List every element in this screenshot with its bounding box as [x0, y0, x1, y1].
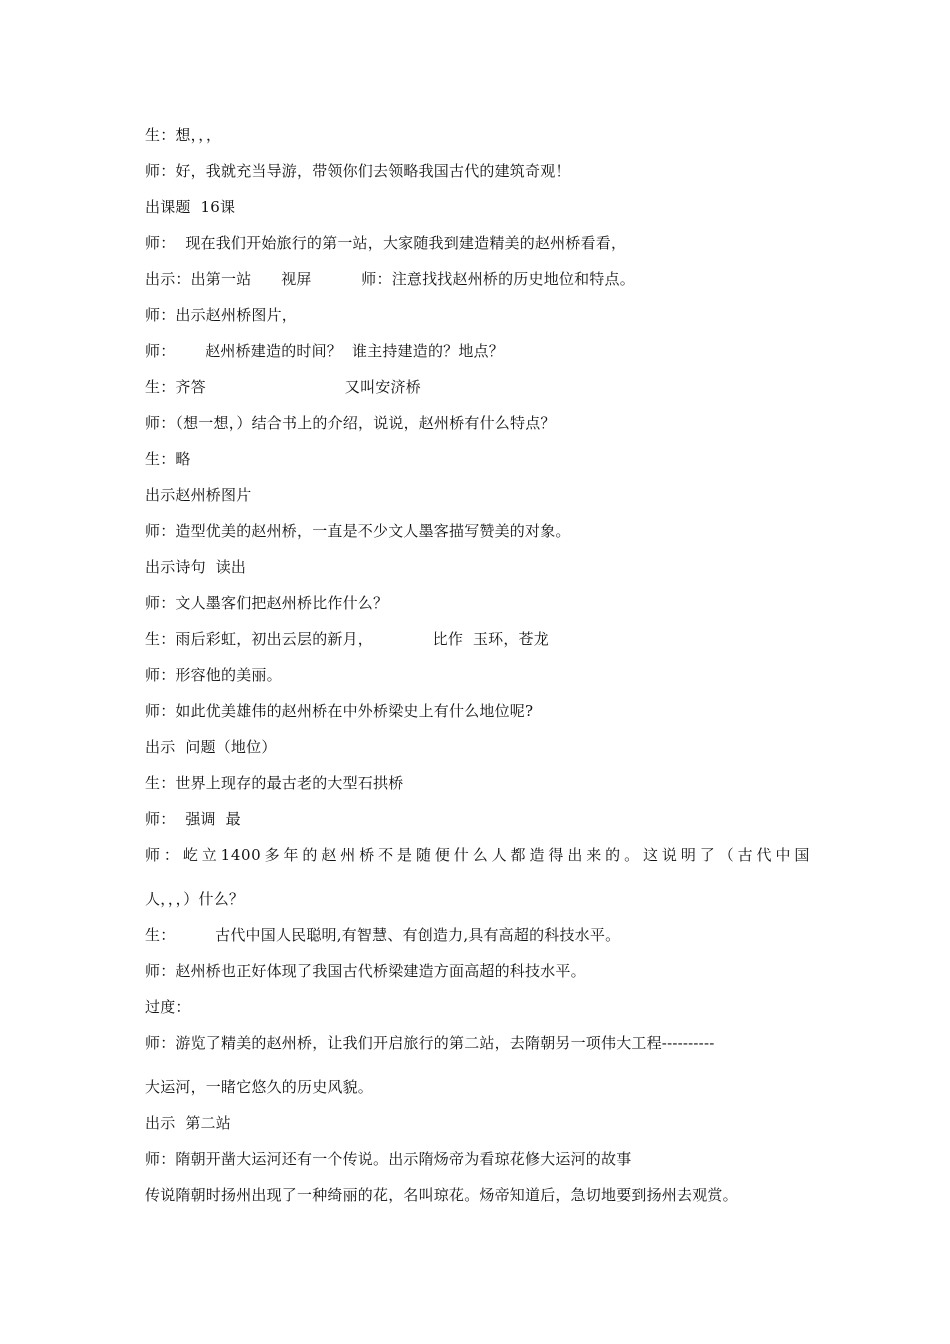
text-line-5: 出示：出第一站 视屏 师：注意找找赵州桥的历史地位和特点。	[145, 270, 635, 288]
text-line-3: 出课题 16课	[145, 198, 236, 216]
text-line-15: 生：雨后彩虹，初出云层的新月， 比作 玉环，苍龙	[145, 630, 549, 648]
text-line-9: 师：（想一想，）结合书上的介绍，说说，赵州桥有什么特点？	[145, 414, 556, 432]
text-line-20: 师： 强调 最	[145, 810, 241, 828]
text-line-28: 出示 第二站	[145, 1114, 231, 1132]
text-line-27: 大运河，一睹它悠久的历史风貌。	[145, 1078, 374, 1096]
text-line-23: 生： 古代中国人民聪明,有智慧、有创造力,具有高超的科技水平。	[145, 926, 621, 944]
text-line-8: 生：齐答 又叫安济桥	[145, 378, 421, 396]
text-line-4: 师： 现在我们开始旅行的第一站，大家随我到建造精美的赵州桥看看，	[145, 234, 627, 252]
text-line-1: 生：想，，，	[145, 126, 222, 144]
text-line-12: 师：造型优美的赵州桥，一直是不少文人墨客描写赞美的对象。	[145, 522, 571, 540]
text-line-10: 生：略	[145, 450, 191, 468]
text-line-2: 师：好，我就充当导游，带领你们去领略我国古代的建筑奇观！	[145, 162, 571, 180]
text-line-17: 师：如此优美雄伟的赵州桥在中外桥梁史上有什么地位呢?	[145, 702, 534, 720]
document-body	[145, 125, 810, 1221]
text-line-11: 出示赵州桥图片	[145, 486, 252, 504]
text-line-13: 出示诗句 读出	[145, 558, 247, 576]
text-line-18: 出示 问题（地位）	[145, 738, 277, 756]
text-line-26: 师：游览了精美的赵州桥，让我们开启旅行的第二站，去隋朝另一项伟大工程----------	[145, 1034, 715, 1052]
text-line-24: 师：赵州桥也正好体现了我国古代桥梁建造方面高超的科技水平。	[145, 962, 586, 980]
text-line-21: 师：屹立1400多年的赵州桥不是随便什么人都造得出来的。这说明了（古代中国	[145, 846, 810, 864]
text-line-7: 师： 赵州桥建造的时间？ 谁主持建造的？地点？	[145, 342, 504, 360]
text-line-22: 人，，，）什么？	[145, 890, 245, 908]
text-line-29: 师：隋朝开凿大运河还有一个传说。出示隋炀帝为看琼花修大运河的故事	[145, 1150, 632, 1168]
text-line-14: 师：文人墨客们把赵州桥比作什么？	[145, 594, 389, 612]
text-line-19: 生：世界上现存的最古老的大型石拱桥	[145, 774, 404, 792]
text-line-6: 师：出示赵州桥图片，	[145, 306, 298, 324]
text-line-16: 师：形容他的美丽。	[145, 666, 282, 684]
text-line-25: 过度：	[145, 998, 191, 1016]
text-line-30: 传说隋朝时扬州出现了一种绮丽的花，名叫琼花。炀帝知道后，急切地要到扬州去观赏。	[145, 1186, 738, 1204]
